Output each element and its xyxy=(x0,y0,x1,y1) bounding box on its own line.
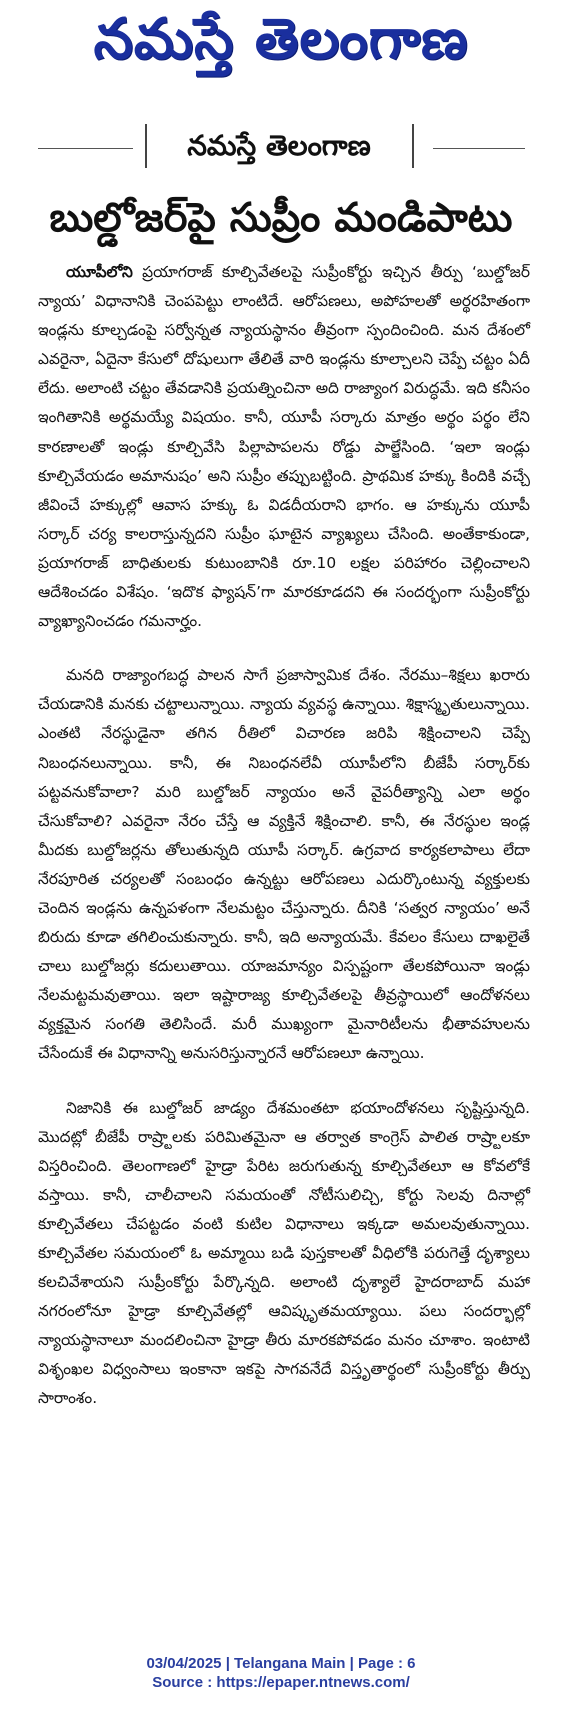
article-paragraph-3: నిజానికి ఈ బుల్డోజర్ జాడ్యం దేశమంతటా భయాందోళనలు సృష్టిస్తున్నది. మొదట్లో బీజేపీ రాష్ర్టాలకు పరిమితమైనా ఆ తర్వాత కాంగ్రెస్ పాలిత రాష్ర్టాలకూ విస్తరించింది. తెలంగాణలో హైడ్రా పేరిట జరుగుతున్న కూల్చివేతలూ ఆ కోవలోకే వస్తాయి. కానీ, చాలీచాలని సమయంతో నోటీసులిచ్చి, కోర్టు సెలవు దినాల్లో కూల్చివేతలు చేపట్టడం వంటి కుటిల విధానాలు ఇక్కడా అమలవుతున్నాయి. కూల్చివేతల సమయంలో ఓ అమ్మాయి బడి పుస్తకాలతో వీధిలోకి పరుగెత్తే దృశ్యాలు కలచివేశాయని సుప్రీంకోర్టు పేర్కొన్నది. అలాంటి దృశ్యాలే హైదరాబాద్ మహా నగరంలోనూ హైడ్రా కూల్చివేతల్లో ఆవిష్కృతమయ్యాయి. పలు సందర్భాల్లో న్యాయస్థానాలూ మందలించినా హైడ్రా తీరు మారకపోవడం మనం చూశాం. ఇంటాటి విశృంఖల విధ్వంసాలు ఇంకానా ఇకపై సాగవనేదే విస్తృతార్థంలో సుప్రీంకోర్టు తీర్పు సారాంశం. xyxy=(38,1098,530,1408)
article-paragraph-2: మనది రాజ్యాంగబద్ధ పాలన సాగే ప్రజాస్వామిక దేశం. నేరము–శిక్షలు ఖరారు చేయడానికి మనకు చట్టాలున్నాయి. న్యాయ వ్యవస్థ ఉన్నాయి. శిక్షాస్మృతులున్నాయి. ఎంతటి నేరస్థుడైనా తగిన రీతిలో విచారణ జరిపి శిక్షించాలని చెప్పే నిబంధనలున్నాయి. కానీ, ఈ నిబంధనలేవీ యూపీలోని బీజేపీ సర్కార్‌కు పట్టవనుకోవాలా? మరి బుల్డోజర్ న్యాయం అనే వైపరీత్యాన్ని ఎలా అర్థం చేసుకోవాలి? ఎవరైనా నేరం చేస్తే ఆ వ్యక్తినే శిక్షించాలి. కానీ, ఈ నేరస్థుల ఇండ్ల మీదకు బుల్డోజర్లను తోలుతున్నది యూపీ సర్కార్. ఉగ్రవాద కార్యకలాపాలు లేదా నేరపూరిత చర్యలతో సంబంధం ఉన్నట్టు ఆరోపణలు ఎదుర్కొంటున్న వ్యక్తులకు చెందిన ఇండ్లను ఉన్నపళంగా నేలమట్టం చేస్తున్నారు. దీనికి ‘సత్వర న్యాయం’ అనే బిరుదు కూడా తగిలించుకున్నారు. కానీ, ఇది అన్యాయమే. కేవలం కేసులు దాఖలైతే చాలు బుల్డోజర్లు కదులుతాయి. యాజమాన్యం విస్పష్టంగా తేలకపోయినా ఇండ్లు నేలమట్టమవుతాయి. ఇలా ఇష్టారాజ్య కూల్చివేతలపై తీవ్రస్థాయిలో ఆందోళనలు వ్యక్తమైన సంగతి తెలిసిందే. మరీ ముఖ్యంగా మైనారిటీలను భీతావహులను చేసేందుకే ఈ విధానాన్ని అనుసరిస్తున్నారనే ఆరోపణలూ ఉన్నాయి. xyxy=(38,666,530,1063)
section-divider-right xyxy=(412,124,414,168)
article-paragraph-1-text: ప్రయాగరాజ్ కూల్చివేతలపై సుప్రీంకోర్టు ఇచ్చిన తీర్పు ‘బుల్డోజర్ న్యాయ’ విధానానికి చెంపపెట్టు లాంటిదే. ఆరోపణలు, అపోహలతో అర్థరహితంగా ఇండ్లను కూల్చడంపై సర్వోన్నత న్యాయస్థానం తీవ్రంగా స్పందించింది. మన దేశంలో ఎవరైనా, ఏదైనా కేసులో దోషులుగా తేలితే వారి ఇండ్లను కూల్చాలని చెప్పే చట్టం ఏదీ లేదు. అలాంటి చట్టం తేవడానికి ప్రయత్నించినా అది రాజ్యాంగ విరుద్ధమే. ఇది కనీసం ఇంగితానికి అర్థమయ్యే విషయం. కానీ, యూపీ సర్కారు మాత్రం అర్థం పర్థం లేని కారణాలతో ఇండ్లు కూల్చివేసి పిల్లాపాపలను రోడ్డు పాల్జేసింది. ‘ఇలా ఇండ్లు కూల్చివేయడం అమానుషం’ అని సుప్రీం తప్పుబట్టింది. ప్రాథమిక హక్కు కిందికి వచ్చే జీవించే హక్కుల్లో ఆవాస హక్కు ఓ విడదీయరాని భాగం. ఆ హక్కును యూపీ సర్కార్ చర్య కాలరాస్తున్నదని సుప్రీం ఘాటైన వ్యాఖ్యలు చేసింది. అంతేకాకుండా, ప్రయాగరాజ్ బాధితులకు కుటుంబానికి రూ.10 లక్షల పరిహారం చెల్లించాలని ఆదేశించడం విశేషం. ‘ఇదొక ఫ్యాషన్’గా మారకూడదని ఈ సందర్భంగా సుప్రీంకోర్టు వ్యాఖ్యానించడం గమనార్హం. xyxy=(38,263,530,631)
section-divider-left xyxy=(145,124,147,168)
article-headline: బుల్డోజర్‌పై సుప్రీం మండిపాటు xyxy=(49,195,513,241)
source-footer xyxy=(0,1654,562,1692)
footer-source-link[interactable]: Source : https://epaper.ntnews.com/ xyxy=(152,1674,410,1691)
footer-date-page: 03/04/2025 | Telangana Main | Page : 6 xyxy=(146,1655,416,1672)
article-lead-word: యూపీలోని xyxy=(66,263,133,281)
article-body xyxy=(38,258,530,1439)
section-rule-right xyxy=(433,148,525,149)
section-rule-left xyxy=(38,148,133,149)
masthead-logo xyxy=(0,2,562,78)
section-title: నమస్తే తెలంగాణ xyxy=(187,129,371,162)
masthead-logo-text: నమస్తే తెలంగాణ xyxy=(93,7,469,72)
article-paragraph-1 xyxy=(38,258,530,636)
